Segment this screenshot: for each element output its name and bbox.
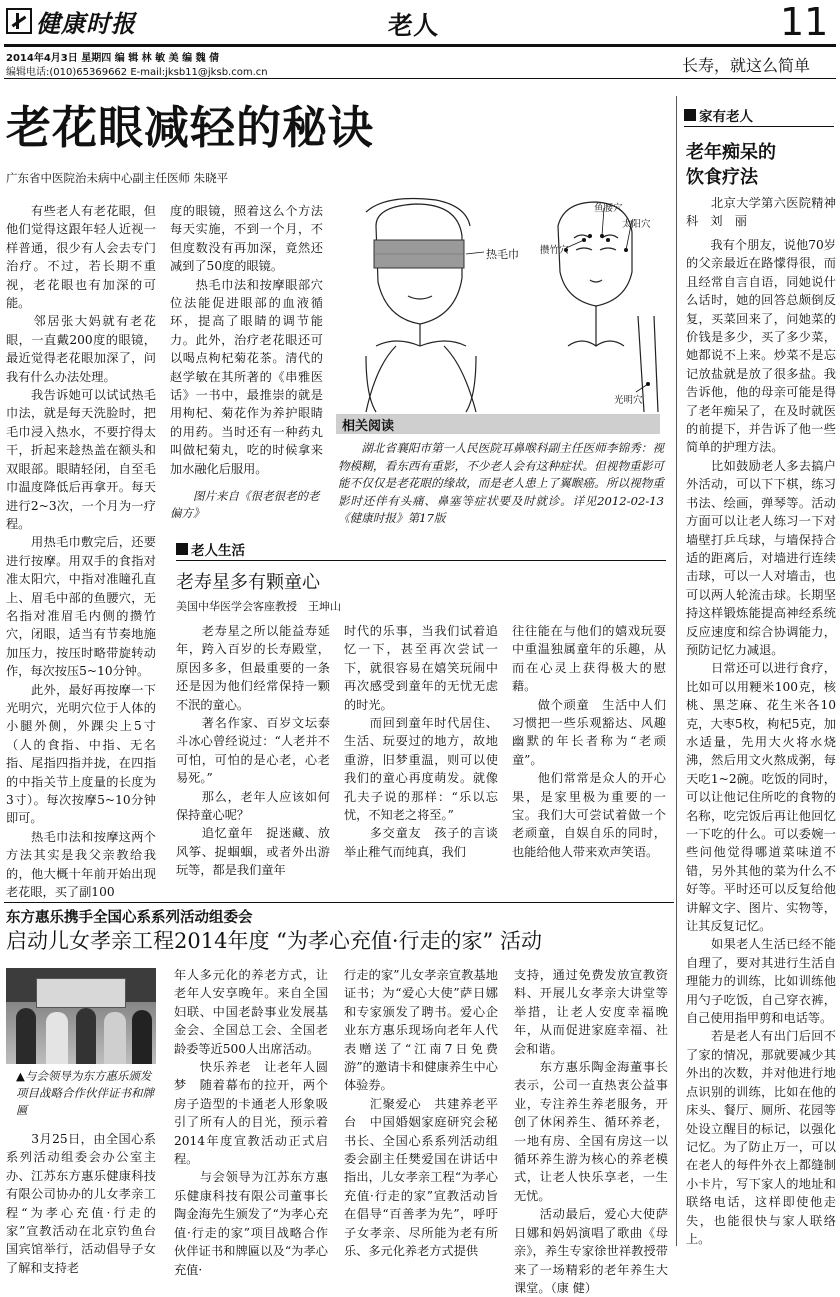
image-credit: 图片来自《很老很老的老偏方》 [170,489,320,520]
sidebar-section-text: 家有老人 [699,109,753,125]
life-col2: 时代的乐事，当我们试着追忆一下，甚至再次尝试一下，就很容易在嬉笑玩闹中再次感受到童年的无忧无虑的时光。 而回到童年时代居住、生活、玩耍过的地方，故地重游，旧梦重温，则可以使我们的童心再度萌发。就像孔夫子说的那样：“乐以忘忧，不知老之将至。” 多交童友 孩子的言谈举止稚气而纯真，我们 [344,624,498,859]
event-photo [6,968,156,1064]
masthead [0,0,840,78]
newspaper-logo [6,4,156,38]
main-article-col1: 有些老人有老花眼，但他们觉得这跟年轻人近视一样普通，很少有人会去专门治疗。不过，若长期不重视，老花眼也有加深的可能。 邻居张大妈就有老花眼，一直戴200度的眼镜，最近觉得老花眼加深了，问我有什么办法处理。 我告诉她可以试试热毛巾法，就是每天洗脸时，把毛巾浸入热水，不要拧得太干，折起来趁热盖在额头和双眼部。眼睛轻闭，自至毛巾温度降低后再拿开。每天进行2~3次，一个月为一疗程。 用热毛巾敷完后，还要进行按摩。用双手的食指对准太阳穴，中指对准瞳孔直上、眉毛中部的鱼腰穴，无名指对准眉毛内侧的攒竹穴，闭眼，适当有节奏地施加压力，按压时略带旋转动作，每次按压5~10分钟。 此外，最好再按摩一下光明穴，光明穴位于人体的小腿外侧，外踝尖上5寸（人的食指、中指、无名指、尾指四指并拢，在四指的中指关节上度量的长度为3寸）。每次按摩5~10分钟即可。 热毛巾法和按摩这两个方法其实是我父亲教给我的，他大概十年前开始出现老花眼，买了副100 [6,204,156,900]
life-col3: 往往能在与他们的嬉戏玩耍中重温独属童年的乐趣，从而在心灵上获得极大的慰藉。 做个顽童 生活中人们习惯把一些乐观豁达、风趣幽默的年长者称为“老顽童”。 他们常常是众人的开心果，是家里极为重要的一宝。我们大可尝试着做一个老顽童，自娱自乐的同时，也能给他人带来欢声笑语。 [512,624,666,859]
bottom-col1: 3月25日，由全国心系系列活动组委会办公室主办、江苏东方惠乐健康科技有限公司协办的儿女孝亲工程“为孝心充值·行走的家”宣教活动在北京钓鱼台国宾馆举行，活动倡导子女了解和支持老 [6,1132,156,1275]
label-yuyao-point: 鱼腰穴 [594,203,623,214]
masthead-rule [4,44,836,47]
section-square-icon [176,543,188,555]
life-section-text: 老人生活 [191,543,245,559]
sidebar-section-label [684,106,753,124]
label-taiyang-point: 太阳穴 [622,219,651,230]
life-byline: 美国中华医学会客座教授 王坤山 [176,600,341,613]
logo-text: 健康时报 [36,8,136,38]
sidebar-body: 我有个朋友，说他70岁的父亲最近在路懞得很，而且经常自言自语，同她说什么话时，她的回答总颇倒反复，买菜回来了，问她菜的价钱是多少，买了多少菜，她都说不上来。炒菜不是忘记放盐就是放了很多盐。我告诉他，他的母亲可能是得了老年痴呆了，在及时就医的前提下，并告诉了他一些简单的护理方法。 比如鼓励老人多去搞户外活动，可以下下棋，练习书法、绘画，弹琴等。活动方面可以让老人练习一下对墙壁打乒乓球，与墙保持合适的距离后，对墙进行连续击球，可以一人对墙击，也可以两人轮流击球。长期坚持这样锻炼能提高神经系统反应速度和综合协调能力，预防记忆力减退。 日常还可以进行食疗，比如可以用粳米100克，核桃、黑芝麻、花生米各10克，大枣5枚，枸杞5克，加水适量，先用大火将水烧沸，然后用文火熬成粥，每天吃1~2碗。吃饭的同时，可以让他记住所吃的食物的名称，吃完饭后再让他回忆一下吃的什么。可以委婉一些问他觉得哪道菜味道不错，另外其他的菜为什么不好等。平时还可以反复给他讲解文字、图片、实物等，让其反复记忆。 如果老人生活已经不能自理了，要对其进行生活自理能力的训练，比如训练他用勺子吃饭，自己穿衣裤，自己使用指甲剪和电话等。 若是老人有出门后回不了家的情况，那就要减少其外出的次数，并对他进行地点识别的训练，比如在他的床头、餐厅、厕所、花园等处设立醒目的标记，以强化记忆。为了防止万一，可以在老人的每件外衣上都缝制小卡片，写下家人的地址和联络电话，这样即使他走失，也能很快与家人联络上。 [686,238,836,1246]
label-hot-towel: 热毛巾 [486,248,519,261]
main-article-col2: 度的眼镜，照着这么个方法每天实施，不到一个月，不但度数没有再加深，竟然还减到了50度的眼镜。 热毛巾法和按摩眼部穴位法能促进眼部的血液循环，提高了眼睛的调节能力。此外，治疗老花眼还可以喝点枸杞菊花茶。清代的赵学敏在其所著的《串雅医话》一书中，最推崇的就是用枸杞、菊花作为养护眼睛的用药。当时还有一种药丸叫做杞菊丸，吃的时候拿来加水融化后服用。 [170,204,323,476]
bottom-col3: 行走的家”儿女孝亲宣教基地证书；为“爱心大使”萨日娜和专家颁发了聘书。爱心企业东方惠乐现场向老年人代表赠送了“江南7日免费游”的邀请卡和健康养生中心体验券。 汇聚爱心 共建养老平台 中国婚姻家庭研究会秘书长、全国心系系列活动组委会副主任樊爱国在讲话中指出，儿女孝亲工程“为孝心充值·行走的家”宣教活动旨在倡导“百善孝为先”，呼吁子女孝亲、尽所能为老有所乐、多元化养老方式提供 [344,968,498,1259]
life-section-label [176,540,245,558]
label-guangming-point: 光明穴 [614,395,643,406]
life-rule [176,560,666,561]
contact-line: 编辑电话:(010)65369662 E-mail:jksb11@jksb.com.cn [6,67,268,78]
label-zanzhu-point: 攒竹穴 [540,245,569,256]
sidebar-rule [684,126,834,127]
page-number: 11 [780,0,829,44]
sidebar-title: 老年痴呆的 饮食疗法 [686,142,776,188]
bottom-col4: 支持，通过免费发放宣教资料、开展儿女孝亲大讲堂等举措，让老人安度幸福晚年，从而促进家庭幸福、社会和谐。 东方惠乐陶金海董事长表示，公司一直热衷公益事业，专注养生养老服务，开创了休闲养生、循环养老，一地有房、全国有房这一以循环养生游为核心的养老模式，让老人快乐享老，一生无忧。 活动最后，爱心大使萨日娜和妈妈演唱了歌曲《母亲》，养生专家徐世祥教授带来了一场精彩的老年养生大课堂。（康 健） [514,968,668,1295]
main-article-byline: 广东省中医院治未病中心副主任医师 朱晓平 [6,171,229,185]
related-reading-heading: 相关阅读 [336,414,660,434]
bottom-rule [4,902,674,903]
acupoint-figure [336,196,664,412]
related-reading-text: 湖北省襄阳市第一人民医院耳鼻喉科副主任医师李锦秀：视物模糊，看东西有重影，不少老人会有这种症状。但视物重影可能不仅仅是老花眼的缘故，而是老人患上了翼睺癌。所以视物重影时还伴有头痛、鼻塞等症状要及时就诊。详见2012-02-13《健康时报》第17版 [338,441,664,526]
photo-caption: ▲与会领导为东方惠乐颁发项目战略合作伙伴证书和牌匾 [16,1069,154,1117]
logo-emblem-icon [6,8,32,34]
masthead-bottom-rule [4,78,836,79]
bottom-kicker: 东方惠乐携手全国心系系列活动组委会 [6,910,253,926]
date-line: 2014年4月3日 星期四 编 辑 林 敏 美 编 魏 倩 [6,53,220,64]
bottom-title: 启动儿女孝亲工程2014年度 “为孝心充值·行走的家” 活动 [6,929,542,953]
bottom-col2: 年人多元化的养老方式，让老年人安享晚年。来自全国妇联、中国老龄事业发展基金会、全国总工会、全国老龄委等近500人出席活动。 快乐养老 让老年人圆梦 随着幕布的拉开，两个房子造型的卡通老人形象吸引了所有人的目光，预示着2014年度宣教活动正式启程。 与会领导为江苏东方惠乐健康科技有限公司董事长陶金海先生颁发了“为孝心充值·行走的家”项目战略合作伙伴证书和牌匾以及“为孝心充值· [174,968,328,1277]
sidebar-byline: 北京大学第六医院精神科 刘 丽 [686,196,836,229]
main-article-title: 老花眼减轻的秘诀 [6,101,375,154]
acupoint-illustration [336,196,664,412]
life-col1: 老寿星之所以能益寿延年，跨入百岁的长寿殿堂，原因多多，但最重要的一条还是因为他们经常保持一颗不泯的童心。 著名作家、百岁文坛泰斗冰心曾经说过：“人老并不可怕，可怕的是心老，心老易死。” 那么，老年人应该如何保持童心呢？ 追忆童年 捉迷藏、放风筝、捉蝈蝈，或者外出游玩等，都是我们童年 [176,624,330,878]
life-title: 老寿星多有颗童心 [176,572,320,593]
sidebar-divider [676,96,677,1246]
slogan: 长寿，就这么简单 [682,56,811,75]
section-square-icon [684,109,696,121]
section-name: 老人 [388,11,439,40]
